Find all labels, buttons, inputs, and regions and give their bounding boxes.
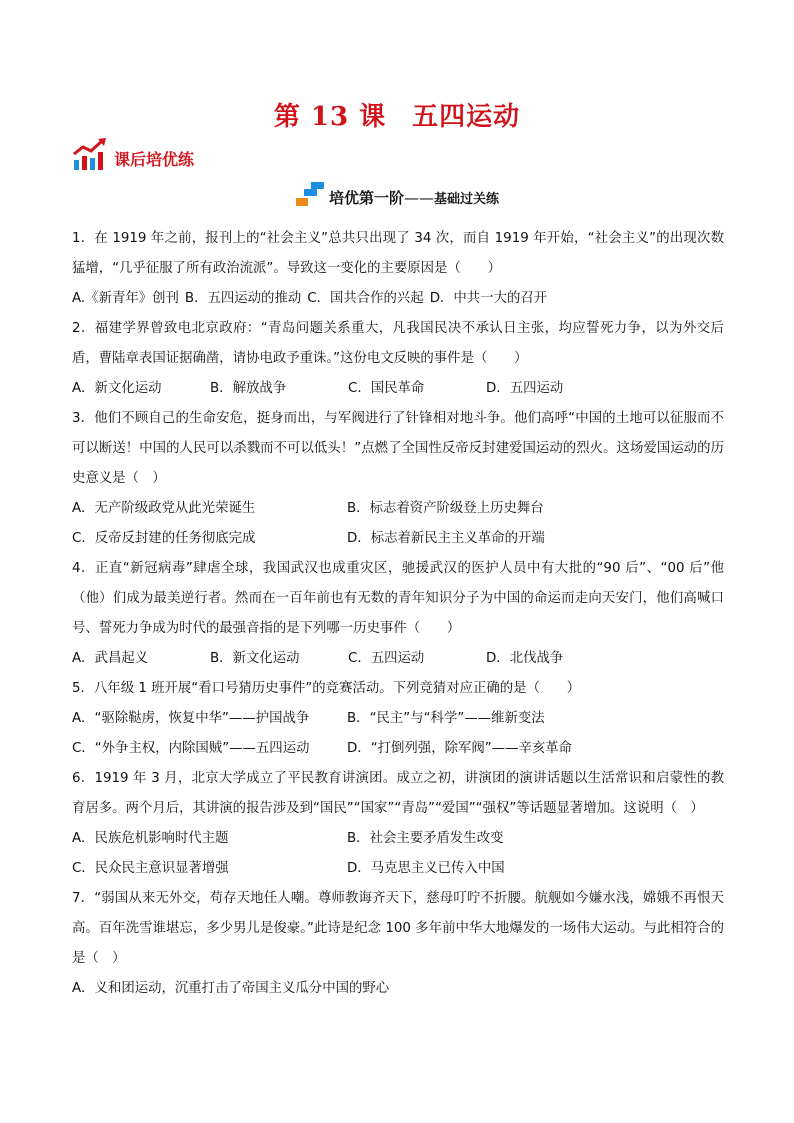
option-d[interactable]: D．马克思主义已传入中国 bbox=[347, 861, 505, 876]
question-4 bbox=[72, 554, 724, 674]
question-stem: 1．在 1919 年之前，报刊上的“社会主义”总共只出现了 34 次，而自 1919 年开始，“社会主义”的出现次数猛增，“几乎征服了所有政治流派”。导致这一变化的主要原因是（ ） bbox=[72, 231, 725, 276]
option-c[interactable]: C．“外争主权，内除国贼”——五四运动 bbox=[72, 741, 310, 756]
section-label: 课后培优练 bbox=[114, 150, 195, 169]
option-a[interactable]: A．新文化运动 bbox=[72, 381, 162, 396]
options bbox=[72, 644, 724, 674]
subsection-header bbox=[0, 182, 794, 208]
option-b[interactable]: B．标志着资产阶级登上历史舞台 bbox=[347, 501, 544, 516]
option-b[interactable]: B．解放战争 bbox=[210, 381, 287, 396]
option-b[interactable]: B．新文化运动 bbox=[210, 651, 300, 666]
option-d[interactable]: D．五四运动 bbox=[486, 381, 564, 396]
question-stem: 4．正直“新冠病毒”肆虐全球，我国武汉也成重灾区，驰援武汉的医护人员中有大批的“90 后”、“00 后”他（他）们成为最美逆行者。然而在一百年前也有无数的青年知识分子为中国的命运而走向天安门，他们高喊口号、誓死力争成为时代的最强音指的是下列哪一历史事件（ ） bbox=[72, 561, 724, 636]
option-a[interactable]: A.《新青年》创刊 bbox=[72, 291, 179, 306]
options-row-2 bbox=[72, 734, 724, 764]
option-c[interactable]: C．民众民主意识显著增强 bbox=[72, 861, 229, 876]
question-stem: 7．“弱国从来无外交，苟存天地任人嘲。尊师教诲齐天下，慈母叮咛不折腰。航舰如今嫌水浅，嫦娥不再恨天高。百年洗雪谁堪忘，多少男儿是俊豪。”此诗是纪念 100 多年前中华大地爆发的一场伟大运动。与此相符合的是（ ） bbox=[72, 891, 725, 966]
option-c[interactable]: C．国共合作的兴起 bbox=[307, 291, 424, 306]
option-a[interactable]: A．“驱除鞑虏，恢复中华”——护国战争 bbox=[72, 711, 310, 726]
subsection-title: 培优第一阶——基础过关练 bbox=[328, 189, 500, 207]
option-a[interactable]: A．无产阶级政党从此光荣诞生 bbox=[72, 501, 256, 516]
question-1 bbox=[72, 224, 724, 314]
question-stem: 2．福建学界曾致电北京政府：“青岛问题关系重大，凡我国民决不承认日主张，均应誓死力争，以为外交后盾，曹陆章表国证据确凿，请协电政予重诛。”这份电文反映的事件是（ ） bbox=[72, 321, 724, 366]
options-row-2 bbox=[72, 854, 724, 884]
chart-growth-icon bbox=[72, 136, 108, 172]
options-row-2 bbox=[72, 524, 724, 554]
option-d[interactable]: D．中共一大的召开 bbox=[429, 291, 548, 306]
option-d[interactable]: D．北伐战争 bbox=[486, 651, 564, 666]
option-a[interactable]: A．义和团运动，沉重打击了帝国主义瓜分中国的野心 bbox=[72, 981, 390, 996]
stairs-icon bbox=[295, 182, 325, 208]
option-a[interactable]: A．民族危机影响时代主题 bbox=[72, 831, 229, 846]
questions bbox=[72, 224, 724, 1004]
option-b[interactable]: B．五四运动的推动 bbox=[184, 291, 302, 306]
question-7 bbox=[72, 884, 724, 1004]
question-stem: 5．八年级 1 班开展“看口号猜历史事件”的竞赛活动。下列竞猜对应正确的是（ ） bbox=[72, 681, 581, 696]
section-header bbox=[72, 136, 194, 172]
option-c[interactable]: C．五四运动 bbox=[348, 651, 425, 666]
question-3 bbox=[72, 404, 724, 554]
option-c[interactable]: C．反帝反封建的任务彻底完成 bbox=[72, 531, 256, 546]
option-c[interactable]: C．国民革命 bbox=[348, 381, 425, 396]
lesson-number: 第 13 课 bbox=[273, 102, 387, 132]
option-a[interactable]: A．武昌起义 bbox=[72, 651, 149, 666]
question-stem: 3．他们不顾自己的生命安危，挺身而出，与军阀进行了针锋相对地斗争。他们高呼“中国的土地可以征服而不可以断送！中国的人民可以杀戮而不可以低头！”点燃了全国性反帝反封建爱国运动的烈火。这场爱国运动的历史意义是（ ） bbox=[72, 411, 724, 486]
options bbox=[72, 374, 724, 404]
question-stem: 6．1919 年 3 月，北京大学成立了平民教育讲演团。成立之初，讲演团的演讲话题以生活常识和启蒙性的教育居多。两个月后，其讲演的报告涉及到“国民”“国家”“青岛”“爱国”“强权”等话题显著增加。这说明（ ） bbox=[72, 771, 724, 816]
options bbox=[72, 284, 724, 314]
lesson-title bbox=[0, 96, 794, 133]
option-b[interactable]: B．社会主要矛盾发生改变 bbox=[347, 831, 504, 846]
option-d[interactable]: D．标志着新民主主义革命的开端 bbox=[347, 531, 545, 546]
option-b[interactable]: B．“民主”与“科学”——维新变法 bbox=[347, 711, 545, 726]
lesson-name: 五四运动 bbox=[412, 102, 521, 132]
options-row-1 bbox=[72, 494, 724, 524]
question-6 bbox=[72, 764, 724, 884]
options-row-1 bbox=[72, 824, 724, 854]
options-row-1 bbox=[72, 704, 724, 734]
question-5 bbox=[72, 674, 724, 764]
option-d[interactable]: D．“打倒列强，除军阀”——辛亥革命 bbox=[347, 741, 573, 756]
question-2 bbox=[72, 314, 724, 404]
